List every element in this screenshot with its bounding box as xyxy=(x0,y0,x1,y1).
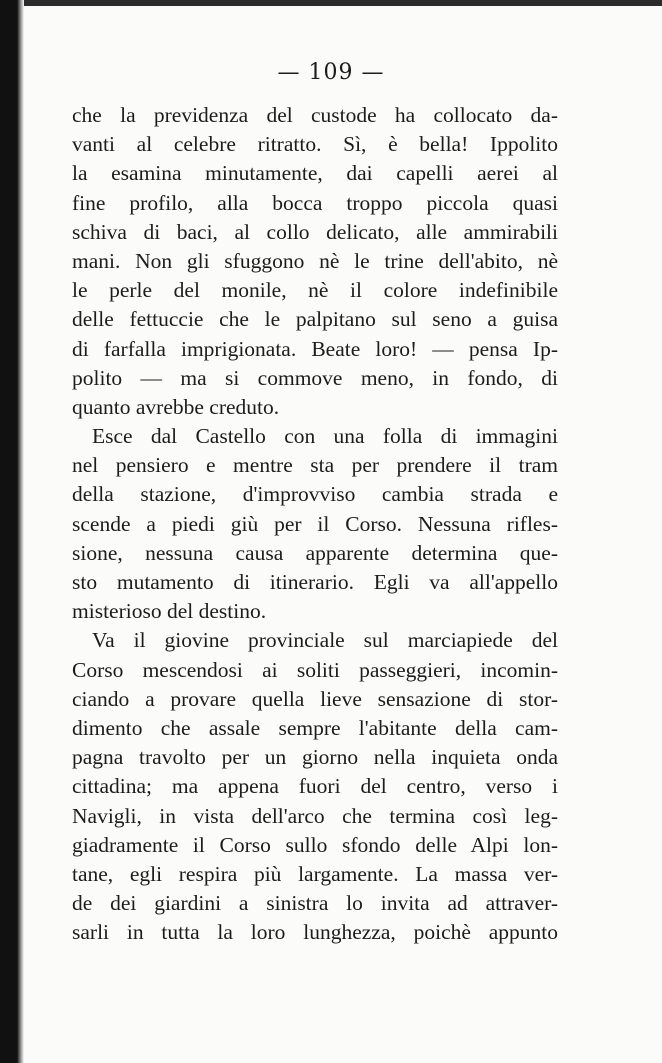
text-line: mani. Non gli sfuggono nè le trine dell'abito, nè xyxy=(72,248,558,273)
text-line: di farfalla imprigionata. Beate loro! — pensa Ip- xyxy=(72,336,558,361)
text-line: la esamina minutamente, dai capelli aerei al xyxy=(72,161,558,186)
book-binding-edge xyxy=(0,0,24,1063)
page-top-edge xyxy=(0,0,662,6)
body-text xyxy=(72,101,558,947)
text-line: quanto avrebbe creduto. xyxy=(72,394,280,419)
text-line: dimento che assale sempre l'abitante della cam- xyxy=(72,715,558,740)
text-line: Esce dal Castello con una folla di immagini xyxy=(92,424,558,449)
page-number: — 109 — xyxy=(277,60,385,85)
text-line: cittadina; ma appena fuori del centro, verso i xyxy=(72,774,558,799)
text-line: Va il giovine provinciale sul marciapiede del xyxy=(92,628,558,653)
text-line: polito — ma si commove meno, in fondo, di xyxy=(72,365,558,390)
text-line: fine profilo, alla bocca troppo piccola quasi xyxy=(72,190,558,215)
text-line: scende a piedi giù per il Corso. Nessuna rifles- xyxy=(72,511,558,536)
text-line: de dei giardini a sinistra lo invita ad attraver- xyxy=(72,891,558,916)
text-line: misterioso del destino. xyxy=(72,599,267,624)
text-line: vanti al celebre ritratto. Sì, è bella! Ippolito xyxy=(72,132,558,157)
text-line: sione, nessuna causa apparente determina que- xyxy=(72,540,558,565)
text-line: tane, egli respira più largamente. La massa ver- xyxy=(72,861,558,886)
text-line: della stazione, d'improvviso cambia strada e xyxy=(72,482,558,507)
text-line: Corso mescendosi ai soliti passeggieri, incomin- xyxy=(72,657,558,682)
text-line: le perle del monile, nè il colore indefinibile xyxy=(72,278,558,303)
text-line: giadramente il Corso sullo sfondo delle Alpi lon- xyxy=(72,832,558,857)
text-line: sarli in tutta la loro lunghezza, poichè appunto xyxy=(72,920,558,945)
text-line: che la previdenza del custode ha collocato da- xyxy=(72,103,558,127)
text-line: schiva di baci, al collo delicato, alle ammirabili xyxy=(72,219,558,244)
text-line: pagna travolto per un giorno nella inquieta onda xyxy=(72,745,558,770)
text-line: Navigli, in vista dell'arco che termina così leg- xyxy=(72,803,558,828)
text-line: sto mutamento di itinerario. Egli va all'appello xyxy=(72,570,558,594)
text-line: nel pensiero e mentre sta per prendere il tram xyxy=(72,453,558,478)
text-line: ciando a provare quella lieve sensazione di stor- xyxy=(72,686,558,711)
text-line: delle fettuccie che le palpitano sul seno a guisa xyxy=(72,307,558,332)
